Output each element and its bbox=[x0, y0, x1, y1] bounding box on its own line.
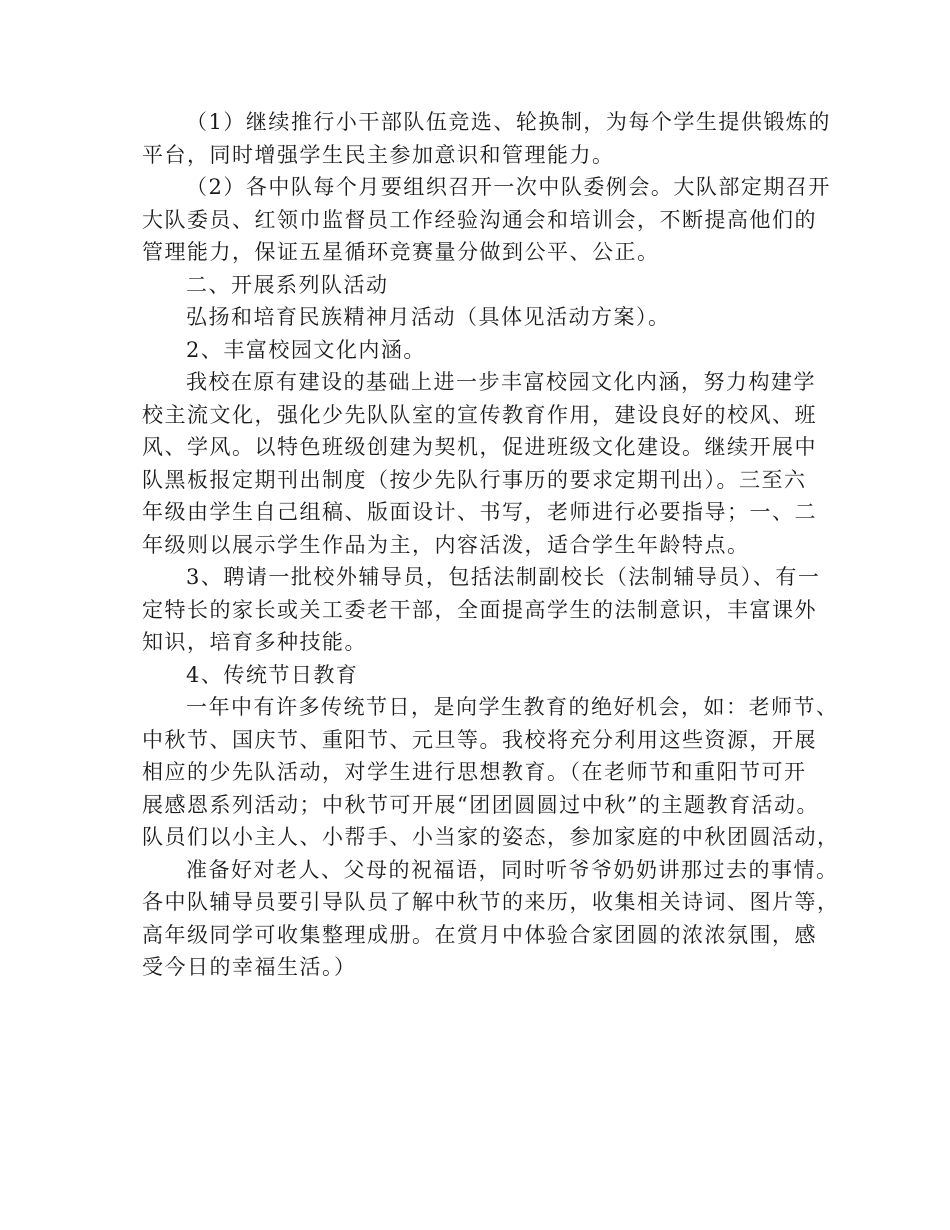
document-body bbox=[142, 106, 840, 984]
text-line: （1）继续推行小干部队伍竞选、轮换制，为每个学生提供锻炼的 bbox=[186, 110, 831, 134]
paragraph-2 bbox=[142, 171, 831, 269]
text-line: 高年级同学可收集整理成册。在赏月中体验合家团圆的浓浓氛围，感 bbox=[142, 922, 817, 947]
text-line: 我校在原有建设的基础上进一步丰富校园文化内涵，努力构建学 bbox=[186, 370, 816, 394]
paragraph-5 bbox=[142, 334, 812, 367]
paragraph-10 bbox=[142, 854, 840, 984]
text-line: 大队委员、红领巾监督员工作经验沟通会和培训会，不断提高他们的 bbox=[142, 207, 817, 232]
paragraph-6 bbox=[142, 366, 817, 561]
section-heading bbox=[142, 269, 812, 302]
text-line: 校主流文化，强化少先队队室的宣传教育作用，建设良好的校风、班 bbox=[142, 402, 817, 427]
text-line: 展感恩系列活动；中秋节可开展“团团圆圆过中秋”的主题教育活动。 bbox=[142, 792, 819, 817]
text-line: 风、学风。以特色班级创建为契机，促进班级文化建设。继续开展中 bbox=[142, 435, 817, 459]
text-line: 2、丰富校园文化内涵。 bbox=[186, 337, 426, 362]
text-line: 管理能力，保证五星循环竞赛量分做到公平、公正。 bbox=[142, 240, 660, 264]
text-line: 弘扬和培育民族精神月活动（具体见活动方案）。 bbox=[186, 305, 671, 329]
text-line: 一年中有许多传统节日，是向学生教育的绝好机会，如：老师节、 bbox=[186, 695, 839, 719]
text-line: 定特长的家长或关工委老干部，全面提高学生的法制意识，丰富课外 bbox=[142, 597, 817, 622]
text-line: 相应的少先队活动，对学生进行思想教育。（在老师节和重阳节可开 bbox=[142, 760, 807, 784]
text-line: 4、传统节日教育 bbox=[186, 662, 359, 687]
text-line: （2）各中队每个月要组织召开一次中队委例会。大队部定期召开 bbox=[186, 175, 831, 199]
text-line: 3、聘请一批校外辅导员，包括法制副校长（法制辅导员）、有一 bbox=[186, 565, 821, 589]
text-line: 年级则以展示学生作品为主，内容活泼，适合学生年龄特点。 bbox=[142, 532, 750, 557]
text-line: 队员们以小主人、小帮手、小当家的姿态，参加家庭的中秋团圆活动， bbox=[142, 825, 840, 849]
text-line: 受今日的幸福生活。） bbox=[142, 955, 357, 979]
paragraph-4 bbox=[142, 301, 812, 334]
text-line: 各中队辅导员要引导队员了解中秋节的来历，收集相关诗词、图片等， bbox=[142, 890, 840, 914]
text-line: 中秋节、国庆节、重阳节、元旦等。我校将充分利用这些资源，开展 bbox=[142, 727, 817, 752]
paragraph-8 bbox=[142, 659, 812, 692]
text-line: 二、开展系列队活动 bbox=[186, 272, 389, 297]
paragraph-9 bbox=[142, 691, 840, 854]
paragraph-7 bbox=[142, 561, 821, 659]
text-line: 平台，同时增强学生民主参加意识和管理能力。 bbox=[142, 142, 615, 167]
paragraph-1 bbox=[142, 106, 831, 171]
text-line: 知识，培育多种技能。 bbox=[142, 630, 367, 654]
text-line: 准备好对老人、父母的祝福语，同时听爷爷奶奶讲那过去的事情。 bbox=[186, 857, 839, 882]
text-line: 队黑板报定期刊出制度（按少先队行事历的要求定期刊出）。三至六 bbox=[142, 467, 807, 492]
text-line: 年级由学生自己组稿、版面设计、书写，老师进行必要指导；一、二 bbox=[142, 500, 817, 524]
